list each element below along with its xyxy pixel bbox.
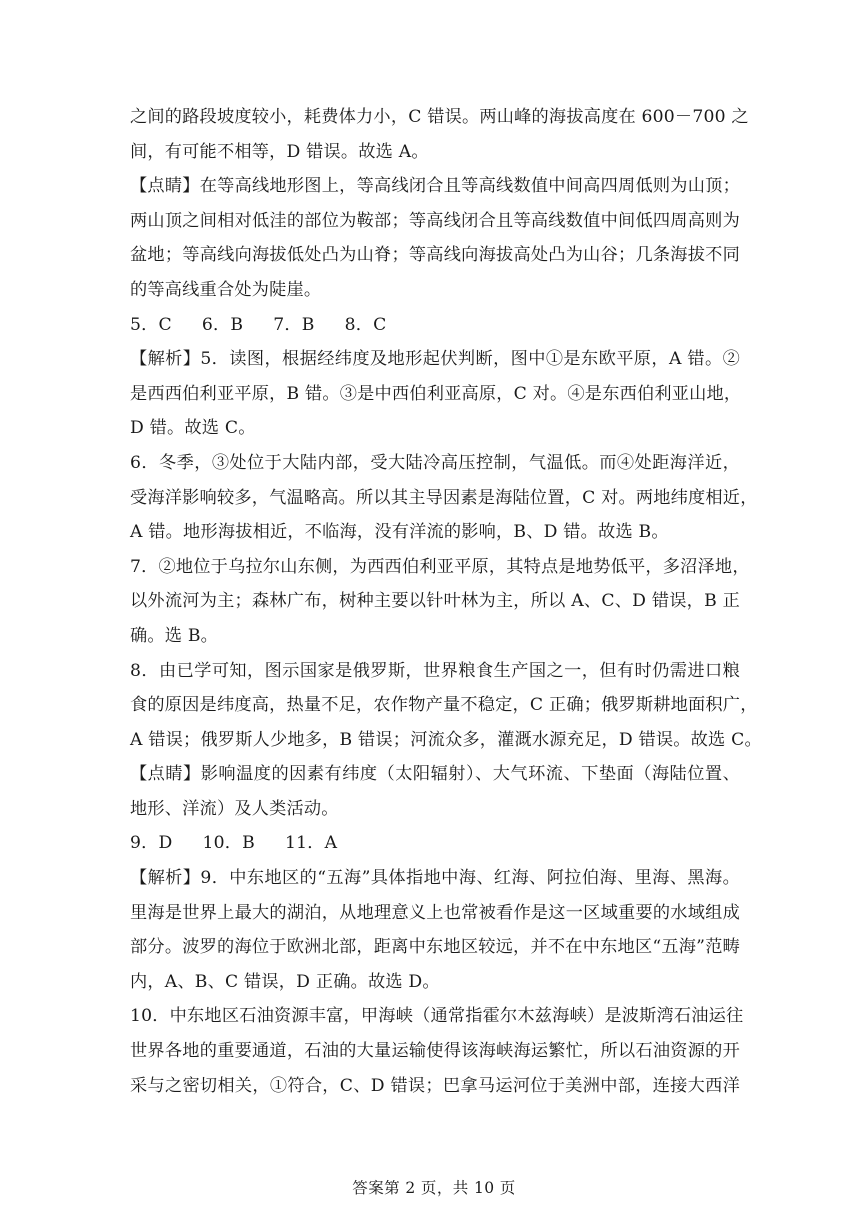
text-line: 以外流河为主；森林广布，树种主要以针叶林为主，所以 A、C、D 错误，B 正 bbox=[130, 591, 740, 612]
text-line: 的等高线重合处为陡崖。 bbox=[130, 279, 322, 300]
text-line: 是西西伯利亚平原，B 错。③是中西伯利亚高原，C 对。④是东西伯利亚山地， bbox=[130, 383, 742, 404]
page-footer: 答案第 2 页，共 10 页 bbox=[352, 1179, 516, 1197]
text-line: 【解析】9．中东地区的“五海”具体指地中海、红海、阿拉伯海、里海、黑海。 bbox=[130, 868, 740, 889]
answer-item: 9．D bbox=[130, 833, 173, 854]
text-line: 采与之密切相关，①符合，C、D 错误；巴拿马运河位于美洲中部，连接大西洋 bbox=[130, 1075, 740, 1096]
answer-item: 10．B bbox=[202, 833, 256, 854]
text-line: 之间的路段坡度较小，耗费体力小，C 错误。两山峰的海拔高度在 600－700 之 bbox=[130, 107, 749, 127]
answer-item: 8．C bbox=[344, 314, 387, 335]
text-line: 间，有可能不相等，D 错误。故选 A。 bbox=[130, 141, 429, 162]
text-line: 【解析】5．读图，根据经纬度及地形起伏判断，图中①是东欧平原，A 错。② bbox=[130, 349, 740, 370]
text-line: 7．②地位于乌拉尔山东侧，为西西伯利亚平原，其特点是地势低平，多沼泽地， bbox=[130, 556, 750, 577]
answer-item: 7．B bbox=[273, 314, 315, 335]
text-line: 部分。波罗的海位于欧洲北部，距离中东地区较远，并不在中东地区“五海”范畴 bbox=[130, 937, 740, 958]
answer-key-row bbox=[130, 308, 740, 343]
text-line: 食的原因是纬度高，热量不足，农作物产量不稳定，C 正确；俄罗斯耕地面积广， bbox=[130, 695, 758, 716]
text-line: 10．中东地区石油资源丰富，甲海峡（通常指霍尔木兹海峡）是波斯湾石油运往 bbox=[130, 1006, 744, 1027]
answer-item: 5．C bbox=[130, 314, 172, 335]
text-line: 受海洋影响较多，气温略高。所以其主导因素是海陆位置，C 对。两地纬度相近， bbox=[130, 487, 758, 508]
text-line: 两山顶之间相对低洼的部位为鞍部；等高线闭合且等高线数值中间低四周高则为 bbox=[130, 210, 740, 231]
text-line: A 错误；俄罗斯人少地多，B 错误；河流众多，灌溉水源充足，D 错误。故选 C。 bbox=[130, 729, 762, 750]
text-line: 6．冬季，③处位于大陆内部，受大陆冷高压控制，气温低。而④处距海洋近， bbox=[130, 452, 740, 473]
text-line: 内，A、B、C 错误，D 正确。故选 D。 bbox=[130, 971, 440, 992]
page-body bbox=[130, 100, 762, 1103]
text-line: D 错。故选 C。 bbox=[130, 418, 256, 439]
text-line: 地形、洋流）及人类活动。 bbox=[130, 798, 339, 819]
text-line: 里海是世界上最大的湖泊，从地理意义上也常被看作是这一区域重要的水域组成 bbox=[130, 902, 740, 923]
answer-key-row bbox=[130, 826, 740, 861]
text-line: 确。选 B。 bbox=[130, 625, 219, 646]
answer-item: 6．B bbox=[201, 314, 244, 335]
text-line: A 错。地形海拔相近，不临海，没有洋流的影响，B、D 错。故选 B。 bbox=[130, 522, 669, 543]
text-line: 【点睛】影响温度的因素有纬度（太阳辐射）、大气环流、下垫面（海陆位置、 bbox=[130, 764, 740, 785]
text-line: 世界各地的重要通道，石油的大量运输使得该海峡海运繁忙，所以石油资源的开 bbox=[130, 1041, 740, 1062]
text-line: 【点睛】在等高线地形图上，等高线闭合且等高线数值中间高四周低则为山顶； bbox=[130, 176, 740, 197]
text-line: 盆地；等高线向海拔低处凸为山脊；等高线向海拔高处凸为山谷；几条海拔不同 bbox=[130, 245, 740, 266]
answer-item: 11．A bbox=[285, 833, 338, 854]
text-line: 8．由已学可知，图示国家是俄罗斯，世界粮食生产国之一，但有时仍需进口粮 bbox=[130, 660, 740, 681]
